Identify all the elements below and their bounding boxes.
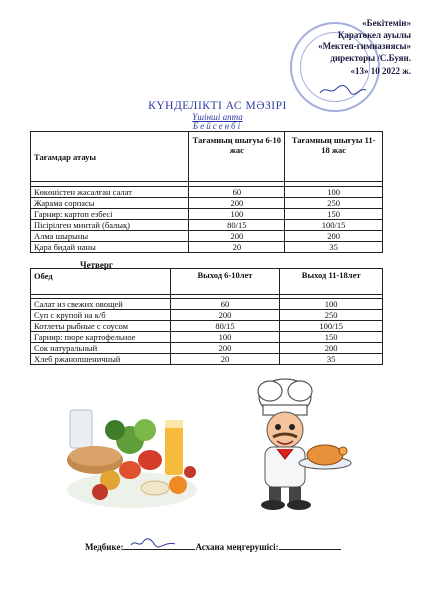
portion-young: 80/15 <box>189 220 285 231</box>
table-row <box>31 321 383 332</box>
table-row <box>31 299 383 310</box>
portion-old: 200 <box>285 231 383 242</box>
page-title: КҮНДЕЛІКТІ АС МӘЗІРІ <box>148 100 287 112</box>
portion-young: 80/15 <box>170 321 280 332</box>
menu-table-ru <box>30 268 383 365</box>
dish-name: Сок натуральный <box>31 343 171 354</box>
column-header: Выход 11-18лет <box>280 269 383 295</box>
portion-old: 250 <box>285 198 383 209</box>
dish-name: Салат из свежих овощей <box>31 299 171 310</box>
week-label: Үшінші апта <box>192 112 243 122</box>
portion-young: 200 <box>170 310 280 321</box>
portion-old: 100/15 <box>280 321 383 332</box>
column-header: Тағамның шығуы 11-18 жас <box>285 132 383 182</box>
day-label-ru: Четверг <box>80 260 113 270</box>
table-row <box>31 209 383 220</box>
portion-young: 20 <box>170 354 280 365</box>
table-row <box>31 220 383 231</box>
portion-young: 60 <box>189 187 285 198</box>
approval-line-3: «Мектеп-гимназиясы» <box>318 41 411 51</box>
portion-old: 100 <box>285 187 383 198</box>
table-row <box>31 332 383 343</box>
dish-name: Көкөністен жасалған салат <box>31 187 189 198</box>
dish-name: Суп с крупой на к/б <box>31 310 171 321</box>
footer-signatures <box>85 540 341 552</box>
portion-young: 60 <box>170 299 280 310</box>
dish-name: Гарнир: пюре картофельное <box>31 332 171 343</box>
approval-date: «13» 10 2022 ж. <box>350 66 411 76</box>
table-row <box>31 354 383 365</box>
menu-table-kk <box>30 131 383 253</box>
column-header: Выход 6-10лет <box>170 269 280 295</box>
table-row <box>31 343 383 354</box>
dish-name: Гарнир: картоп езбесі <box>31 209 189 220</box>
table-header-row <box>31 132 383 182</box>
column-header: Обед <box>31 269 171 295</box>
cook-signature-line <box>279 540 341 550</box>
nurse-signature-line <box>123 540 195 550</box>
dish-name: Жарама сорпасы <box>31 198 189 209</box>
portion-young: 100 <box>189 209 285 220</box>
table-row <box>31 198 383 209</box>
approval-line-1: «Бекітемін» <box>362 18 411 28</box>
portion-young: 200 <box>170 343 280 354</box>
dish-name: Қара бидай наны <box>31 242 189 253</box>
cook-label: Асхана меңгерушісі: <box>195 542 279 552</box>
chef-illustration <box>225 375 360 515</box>
director-signature <box>318 83 368 97</box>
dish-name: Алма шырыны <box>31 231 189 242</box>
portion-old: 150 <box>285 209 383 220</box>
table-row <box>31 242 383 253</box>
day-label: Бейсенбі <box>192 121 243 131</box>
portion-old: 35 <box>285 242 383 253</box>
nurse-label: Медбике: <box>85 542 124 552</box>
portion-old: 150 <box>280 332 383 343</box>
approval-line-4: директоры /С.Буян. <box>330 52 411 63</box>
nurse-signature <box>129 536 177 550</box>
portion-young: 100 <box>170 332 280 343</box>
portion-old: 35 <box>280 354 383 365</box>
healthy-food-illustration <box>60 380 210 515</box>
portion-young: 200 <box>189 198 285 209</box>
table-row <box>31 187 383 198</box>
portion-old: 250 <box>280 310 383 321</box>
portion-old: 100/15 <box>285 220 383 231</box>
table-header-row <box>31 269 383 295</box>
approval-line-2: Қаратөкел ауылы <box>337 29 411 40</box>
dish-name: Пісірілген минтай (балық) <box>31 220 189 231</box>
portion-young: 200 <box>189 231 285 242</box>
dish-name: Хлеб ржанопшеничный <box>31 354 171 365</box>
portion-old: 100 <box>280 299 383 310</box>
table-row <box>31 310 383 321</box>
dish-name: Котлеты рыбные с соусом <box>31 321 171 332</box>
portion-young: 20 <box>189 242 285 253</box>
column-header: Тағамның шығуы 6-10 жас <box>189 132 285 182</box>
table-row <box>31 231 383 242</box>
column-header: Тағамдар атауы <box>31 132 189 182</box>
portion-old: 200 <box>280 343 383 354</box>
approval-block <box>261 18 411 78</box>
